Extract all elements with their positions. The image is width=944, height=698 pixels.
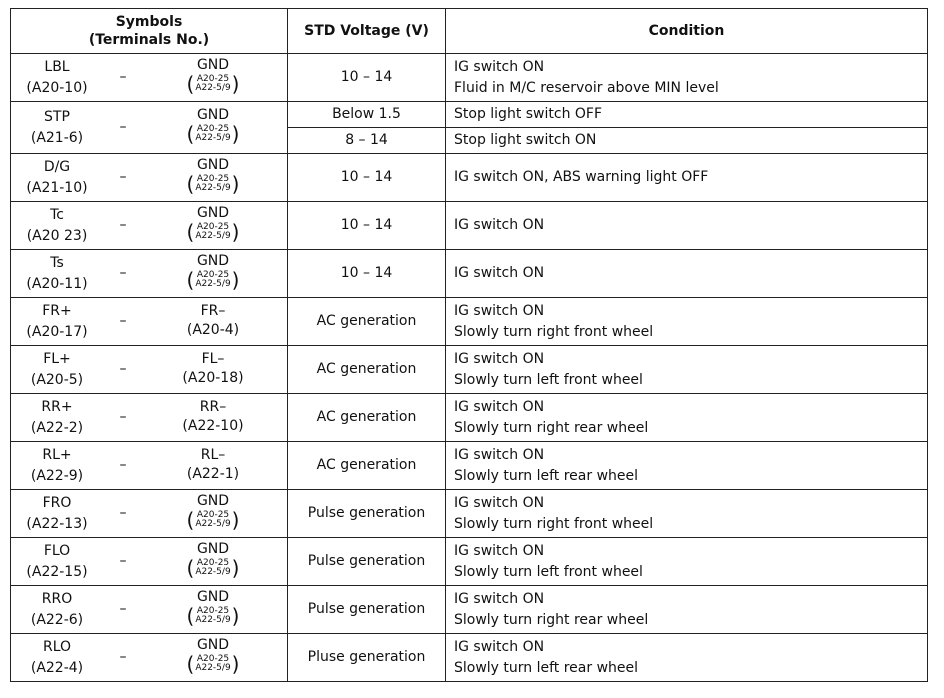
condition-line: Slowly turn left front wheel xyxy=(454,563,643,580)
header-voltage: STD Voltage (V) xyxy=(288,9,446,54)
terminal-number: (A22-13) xyxy=(26,515,88,532)
symbols-cell xyxy=(11,202,288,250)
condition-cell xyxy=(446,394,928,442)
negative-symbol: FR– xyxy=(200,302,226,319)
negative-terminal xyxy=(143,57,283,98)
paren-close: ) xyxy=(231,604,240,628)
negative-symbol: GND xyxy=(196,253,230,269)
negative-terminal-number: (A22-10) xyxy=(182,417,244,434)
symbols-wrap xyxy=(11,586,287,633)
negative-symbol: GND xyxy=(196,541,230,557)
positive-terminal xyxy=(11,301,103,343)
paren-open: ( xyxy=(186,556,195,580)
symbols-wrap xyxy=(11,394,287,441)
pin-stack xyxy=(195,655,230,673)
voltage-cell: 10 – 14 xyxy=(288,250,446,298)
condition-line: Slowly turn left rear wheel xyxy=(454,467,639,484)
dash-separator: – xyxy=(119,69,127,85)
terminal-number: (A22-9) xyxy=(30,467,84,484)
negative-symbol: GND xyxy=(196,637,230,653)
negative-terminal xyxy=(143,205,283,246)
terminal-number: (A20 23) xyxy=(26,227,88,244)
pin-stack xyxy=(195,175,230,193)
terminal-number: (A22-15) xyxy=(26,563,88,580)
voltage-cell: Pulse generation xyxy=(288,586,446,634)
paren-open: ( xyxy=(186,508,195,532)
paren-close: ) xyxy=(231,652,240,676)
terminal-symbol: FR+ xyxy=(42,302,72,319)
negative-terminal-number: (A20-4) xyxy=(186,321,240,338)
positive-terminal xyxy=(11,397,103,439)
pin-bottom: A22-5/9 xyxy=(195,567,231,577)
header-condition: Condition xyxy=(446,9,928,54)
condition-line: IG switch ON xyxy=(454,542,545,559)
pin-stack xyxy=(195,559,230,577)
condition-line: Fluid in M/C reservoir above MIN level xyxy=(454,79,719,96)
condition-cell xyxy=(446,250,928,298)
condition-cell xyxy=(446,202,928,250)
symbols-wrap xyxy=(11,54,287,101)
voltage-cell: Below 1.5 xyxy=(288,102,446,128)
pin-stack xyxy=(195,125,230,143)
symbols-wrap xyxy=(11,346,287,393)
table-row xyxy=(11,154,928,202)
pin-stack xyxy=(195,271,230,289)
pin-bottom: A22-5/9 xyxy=(195,183,231,193)
ground-pin-group xyxy=(187,654,240,674)
symbols-cell xyxy=(11,250,288,298)
symbols-wrap xyxy=(11,538,287,585)
voltage-cell: Pulse generation xyxy=(288,490,446,538)
symbols-cell xyxy=(11,346,288,394)
negative-terminal-number: (A20-18) xyxy=(182,369,244,386)
terminal-symbol: FL+ xyxy=(43,350,71,367)
paren-open: ( xyxy=(186,172,195,196)
negative-symbol: GND xyxy=(196,589,230,605)
ground-pin-group xyxy=(187,222,240,242)
table-row xyxy=(11,346,928,394)
symbols-cell xyxy=(11,442,288,490)
table-row xyxy=(11,586,928,634)
negative-symbol: GND xyxy=(196,157,230,173)
pin-bottom: A22-5/9 xyxy=(195,231,231,241)
condition-cell xyxy=(446,128,928,154)
paren-open: ( xyxy=(186,604,195,628)
ground-pin-group xyxy=(187,174,240,194)
condition-line: Stop light switch OFF xyxy=(454,106,603,122)
terminal-symbol: D/G xyxy=(43,158,71,175)
condition-line: Slowly turn left rear wheel xyxy=(454,659,639,676)
condition-line: Slowly turn left front wheel xyxy=(454,371,643,388)
condition-line: Slowly turn right front wheel xyxy=(454,323,654,340)
condition-cell xyxy=(446,154,928,202)
terminal-symbol: RR+ xyxy=(41,398,73,415)
pin-top: A20-25 xyxy=(196,558,230,568)
table-row xyxy=(11,538,928,586)
pin-bottom: A22-5/9 xyxy=(195,615,231,625)
symbols-cell xyxy=(11,102,288,154)
negative-symbol: RL– xyxy=(200,446,226,463)
paren-close: ) xyxy=(231,172,240,196)
positive-terminal xyxy=(11,493,103,535)
negative-terminal xyxy=(143,589,283,630)
condition-line: IG switch ON xyxy=(454,494,545,511)
dash-separator: – xyxy=(119,119,127,135)
negative-terminal xyxy=(143,303,283,341)
negative-symbol: RR– xyxy=(199,398,227,415)
paren-open: ( xyxy=(186,72,195,96)
paren-close: ) xyxy=(231,72,240,96)
terminal-number: (A21-6) xyxy=(30,129,84,146)
condition-cell xyxy=(446,102,928,128)
table-row xyxy=(11,102,928,128)
symbols-cell xyxy=(11,490,288,538)
dash-separator: – xyxy=(119,505,127,521)
voltage-cell: Pulse generation xyxy=(288,538,446,586)
symbols-cell xyxy=(11,394,288,442)
condition-cell xyxy=(446,298,928,346)
symbols-cell xyxy=(11,298,288,346)
table-row xyxy=(11,490,928,538)
header-row xyxy=(11,9,928,54)
ground-pin-group xyxy=(187,510,240,530)
condition-cell xyxy=(446,346,928,394)
condition-line: IG switch ON, ABS warning light OFF xyxy=(454,169,709,185)
condition-cell xyxy=(446,442,928,490)
voltage-cell: 8 – 14 xyxy=(288,128,446,154)
pin-stack xyxy=(195,607,230,625)
negative-terminal-number: (A22-1) xyxy=(186,465,240,482)
paren-open: ( xyxy=(186,122,195,146)
symbols-wrap xyxy=(11,298,287,345)
positive-terminal xyxy=(11,589,103,631)
negative-symbol: FL– xyxy=(201,350,225,367)
symbols-wrap xyxy=(11,634,287,681)
ground-pin-group xyxy=(187,270,240,290)
symbols-wrap xyxy=(11,202,287,249)
voltage-cell: 10 – 14 xyxy=(288,154,446,202)
positive-terminal xyxy=(11,637,103,679)
table-row xyxy=(11,250,928,298)
voltage-cell: 10 – 14 xyxy=(288,202,446,250)
pin-bottom: A22-5/9 xyxy=(195,279,231,289)
pin-stack xyxy=(195,223,230,241)
pin-bottom: A22-5/9 xyxy=(195,83,231,93)
dash-separator: – xyxy=(119,313,127,329)
terminal-number: (A20-17) xyxy=(26,323,88,340)
pin-stack xyxy=(195,511,230,529)
negative-symbol: GND xyxy=(196,57,230,73)
pin-top: A20-25 xyxy=(196,654,230,664)
dash-separator: – xyxy=(119,649,127,665)
voltage-cell: AC generation xyxy=(288,346,446,394)
terminal-symbol: FRO xyxy=(42,494,72,511)
positive-terminal xyxy=(11,107,103,149)
positive-terminal xyxy=(11,157,103,199)
table-row xyxy=(11,442,928,490)
negative-terminal xyxy=(143,351,283,389)
ground-pin-group xyxy=(187,124,240,144)
condition-line: IG switch ON xyxy=(454,350,545,367)
condition-line: IG switch ON xyxy=(454,217,545,233)
dash-separator: – xyxy=(119,361,127,377)
negative-terminal xyxy=(143,157,283,198)
symbols-cell xyxy=(11,154,288,202)
positive-terminal xyxy=(11,541,103,583)
voltage-cell: AC generation xyxy=(288,394,446,442)
terminal-symbol: STP xyxy=(44,108,70,125)
symbols-cell xyxy=(11,634,288,682)
negative-terminal xyxy=(143,107,283,148)
dash-separator: – xyxy=(119,457,127,473)
paren-close: ) xyxy=(231,556,240,580)
negative-terminal xyxy=(143,637,283,678)
terminal-symbol: RLO xyxy=(42,638,72,655)
symbols-cell xyxy=(11,586,288,634)
condition-line: IG switch ON xyxy=(454,302,545,319)
dash-separator: – xyxy=(119,409,127,425)
condition-line: IG switch ON xyxy=(454,398,545,415)
negative-terminal xyxy=(143,399,283,437)
positive-terminal xyxy=(11,349,103,391)
pin-top: A20-25 xyxy=(196,74,230,84)
ground-pin-group xyxy=(187,74,240,94)
ground-pin-group xyxy=(187,606,240,626)
condition-line: IG switch ON xyxy=(454,590,545,607)
negative-terminal xyxy=(143,447,283,485)
terminal-symbol: Tc xyxy=(50,206,64,223)
terminal-symbol: LBL xyxy=(44,58,70,75)
terminal-number: (A22-2) xyxy=(30,419,84,436)
terminal-number: (A20-10) xyxy=(26,79,88,96)
negative-symbol: GND xyxy=(196,493,230,509)
pin-top: A20-25 xyxy=(196,124,230,134)
voltage-cell: Pluse generation xyxy=(288,634,446,682)
symbols-cell xyxy=(11,538,288,586)
positive-terminal xyxy=(11,253,103,295)
symbols-wrap xyxy=(11,490,287,537)
condition-cell xyxy=(446,490,928,538)
paren-open: ( xyxy=(186,220,195,244)
dash-separator: – xyxy=(119,169,127,185)
terminal-number: (A21-10) xyxy=(26,179,88,196)
negative-terminal xyxy=(143,493,283,534)
pin-top: A20-25 xyxy=(196,510,230,520)
pin-bottom: A22-5/9 xyxy=(195,663,231,673)
condition-cell xyxy=(446,586,928,634)
condition-line: IG switch ON xyxy=(454,58,545,75)
voltage-cell: 10 – 14 xyxy=(288,54,446,102)
condition-line: Slowly turn right front wheel xyxy=(454,515,654,532)
negative-terminal xyxy=(143,253,283,294)
voltage-cell: AC generation xyxy=(288,442,446,490)
positive-terminal xyxy=(11,57,103,99)
pin-stack xyxy=(195,75,230,93)
terminal-number: (A20-11) xyxy=(26,275,88,292)
paren-close: ) xyxy=(231,220,240,244)
condition-line: Stop light switch ON xyxy=(454,132,597,148)
pin-top: A20-25 xyxy=(196,174,230,184)
negative-terminal xyxy=(143,541,283,582)
terminal-number: (A22-4) xyxy=(30,659,84,676)
pin-bottom: A22-5/9 xyxy=(195,133,231,143)
condition-line: IG switch ON xyxy=(454,265,545,281)
dash-separator: – xyxy=(119,601,127,617)
pin-top: A20-25 xyxy=(196,222,230,232)
symbols-wrap xyxy=(11,250,287,297)
table-row xyxy=(11,298,928,346)
dash-separator: – xyxy=(119,265,127,281)
table-row xyxy=(11,202,928,250)
paren-close: ) xyxy=(231,122,240,146)
paren-open: ( xyxy=(186,268,195,292)
negative-symbol: GND xyxy=(196,107,230,123)
table-row xyxy=(11,634,928,682)
terminal-symbol: Ts xyxy=(50,254,64,271)
table-row xyxy=(11,394,928,442)
table-row xyxy=(11,54,928,102)
condition-line: Slowly turn right rear wheel xyxy=(454,419,649,436)
pin-top: A20-25 xyxy=(196,270,230,280)
voltage-cell: AC generation xyxy=(288,298,446,346)
ground-pin-group xyxy=(187,558,240,578)
dash-separator: – xyxy=(119,217,127,233)
paren-close: ) xyxy=(231,268,240,292)
paren-close: ) xyxy=(231,508,240,532)
terminal-symbol: RRO xyxy=(41,590,73,607)
pin-top: A20-25 xyxy=(196,606,230,616)
dash-separator: – xyxy=(119,553,127,569)
pin-bottom: A22-5/9 xyxy=(195,519,231,529)
negative-symbol: GND xyxy=(196,205,230,221)
condition-line: IG switch ON xyxy=(454,638,545,655)
terminal-number: (A20-5) xyxy=(30,371,84,388)
condition-line: Slowly turn right rear wheel xyxy=(454,611,649,628)
header-symbols-line2: (Terminals No.) xyxy=(88,32,210,48)
positive-terminal xyxy=(11,445,103,487)
symbols-cell xyxy=(11,54,288,102)
positive-terminal xyxy=(11,205,103,247)
header-symbols-line1: Symbols xyxy=(115,14,183,30)
symbols-wrap xyxy=(11,442,287,489)
terminal-voltage-table xyxy=(10,8,928,682)
terminal-symbol: RL+ xyxy=(42,446,72,463)
symbols-wrap xyxy=(11,102,287,153)
symbols-wrap xyxy=(11,154,287,201)
condition-line: IG switch ON xyxy=(454,446,545,463)
paren-open: ( xyxy=(186,652,195,676)
condition-cell xyxy=(446,538,928,586)
header-symbols xyxy=(11,9,288,54)
terminal-symbol: FLO xyxy=(43,542,71,559)
terminal-number: (A22-6) xyxy=(30,611,84,628)
condition-cell xyxy=(446,54,928,102)
condition-cell xyxy=(446,634,928,682)
